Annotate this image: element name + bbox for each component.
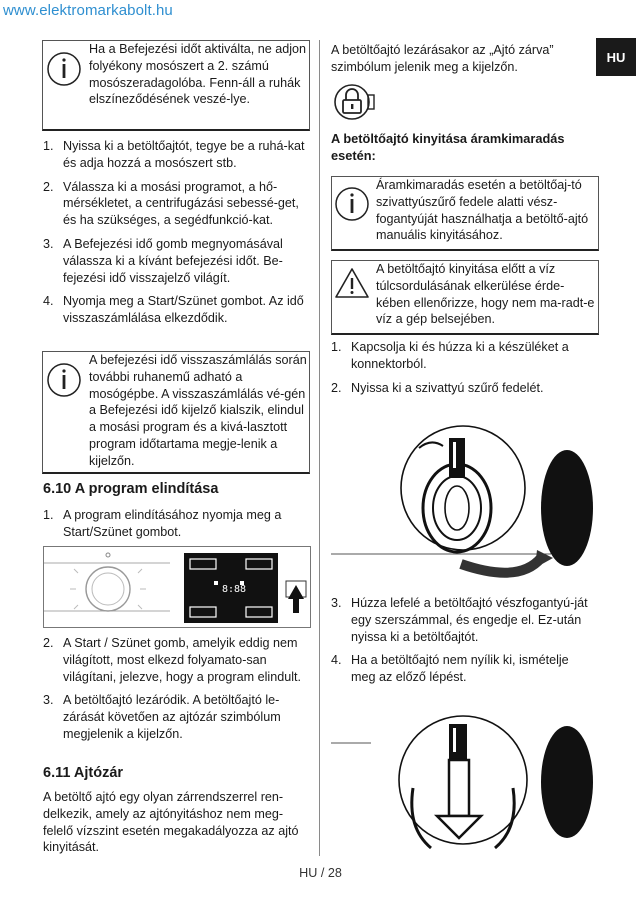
info-icon — [332, 177, 372, 232]
page-number: HU / 28 — [299, 866, 342, 880]
info-note-power-failure — [331, 176, 599, 251]
note-text: Ha a Befejezési időt aktiválta, ne adjon folyékony mosószert a 2. számú mosószeradagolóba. Fenn-áll a ruhák elszíneződésének veszé-lye. — [89, 42, 307, 107]
list-item — [331, 652, 593, 686]
list-item — [43, 236, 308, 286]
step-text: Válassza ki a mosási programot, a hő-mérsékletet, a centrifugázási sebessé-get, és ha szükséges, a segédfunkció-kat. — [63, 179, 299, 228]
step-text: Nyissa ki a betöltőajtót, tegye be a ruhá-kat és adja hozzá a mosószert stb. — [63, 139, 305, 170]
door-lock-icon — [331, 78, 377, 129]
website-url[interactable]: www.elektromarkabolt.hu — [3, 2, 173, 19]
list-item — [43, 138, 308, 172]
warning-note-water — [331, 260, 599, 335]
step-number: 1. — [43, 508, 54, 522]
column-divider — [319, 40, 320, 856]
step-number: 2. — [43, 179, 54, 194]
list-item — [331, 339, 593, 373]
step-text: Nyissa ki a szivattyú szűrő fedelét. — [351, 380, 544, 395]
step-number: 2. — [43, 636, 54, 650]
step-number: 3. — [331, 596, 342, 610]
note-text: A befejezési idő visszaszámlálás során további ruhanemű adható a mosógépbe. A visszaszámlálás vé-gén a Befejezési idő kijelző kialszik, elindul a mosási program és a kivá-lasztott program időtartama megje-lenik a kijelzőn. — [89, 353, 307, 468]
subheading-power-failure: A betöltőajtó kinyitása áramkimaradás esetén: — [331, 131, 565, 163]
note-text: Áramkimaradás esetén a betöltőaj-tó szivattyúszűrő fedele alatti vész-fogantyúját használhatja a betöltő-ajtó manuális kinyitásához. — [376, 178, 589, 243]
note-text: A betöltőajtó kinyitása előtt a víz túlcsordulásának elkerülése érde-kében ellenőrizze, hogy nem ma-radt-e víz a gép belsejében. — [376, 262, 595, 327]
step-number: 1. — [331, 340, 342, 354]
intro-text: A betöltőajtó lezárásakor az „Ajtó zárva” szimbólum jelenik meg a kijelzőn. — [331, 43, 554, 74]
steps-start-list-cont — [43, 635, 308, 750]
step-number: 3. — [43, 236, 54, 251]
list-item — [43, 293, 308, 327]
steps-delay-list — [43, 138, 308, 334]
panel-drawing — [44, 547, 310, 627]
list-item — [331, 380, 593, 397]
list-item — [43, 692, 308, 742]
filter-cover-illustration — [331, 408, 597, 586]
display-digits: 8:88 — [222, 584, 247, 595]
language-tab: HU — [596, 38, 636, 76]
section-heading-6-10: 6.10 A program elindítása — [43, 481, 219, 497]
step-text: Ha a betöltőajtó nem nyílik ki, ismételje meg az előző lépést. — [351, 653, 569, 685]
section-heading-6-11: 6.11 Ajtózár — [43, 765, 124, 781]
emergency-handle-illustration — [331, 688, 597, 858]
list-item — [331, 595, 593, 645]
section-paragraph: A betöltő ajtó egy olyan zárrendszerrel ren-delkezik, amely az ajtónyitáshoz nem meg-felelő vízszint esetén megakadályozza az ajtó kinyitását. — [43, 790, 299, 855]
step-text: A program elindításához nyomja meg a Start/Szünet gombot. — [63, 508, 282, 539]
list-item — [43, 507, 308, 541]
step-number: 3. — [43, 693, 54, 708]
warning-triangle-icon — [332, 261, 372, 312]
step-text: Húzza lefelé a betöltőajtó vészfogantyú-ját egy szerszámmal, és engedje el. Ez-után nyissa ki a betöltőajtót. — [351, 596, 588, 644]
step-text: Kapcsolja ki és húzza ki a készüléket a konnektorból. — [351, 340, 569, 371]
step-text: Nyomja meg a Start/Szünet gombot. Az idő visszaszámlálása elkezdődik. — [63, 294, 304, 326]
steps-emergency-list — [331, 339, 593, 403]
list-item — [43, 179, 308, 229]
steps-emergency-list-cont — [331, 595, 593, 693]
steps-start-list — [43, 507, 308, 548]
step-number: 4. — [331, 653, 342, 668]
step-number: 1. — [43, 139, 54, 153]
step-text: A Start / Szünet gomb, amelyik eddig nem világított, most elkezd folyamato-san világítani, jelezve, hogy a program elindult. — [63, 636, 302, 684]
step-text: A betöltőajtó lezáródik. A betöltőajtó le-zárását követően az ajtózár szimbólum megjelenik a kijelzőn. — [63, 693, 281, 741]
step-number: 4. — [43, 294, 54, 309]
info-note-countdown — [42, 351, 310, 474]
step-text: A Befejezési idő gomb megnyomásával válassza ki a kívánt befejezési időt. Be-fejezési idő visszajelző világít. — [63, 236, 283, 285]
step-number: 2. — [331, 380, 342, 395]
info-note-detergent — [42, 40, 310, 131]
info-icon — [43, 41, 83, 96]
control-panel-illustration — [43, 546, 311, 628]
list-item — [43, 635, 308, 685]
info-icon — [43, 352, 83, 407]
